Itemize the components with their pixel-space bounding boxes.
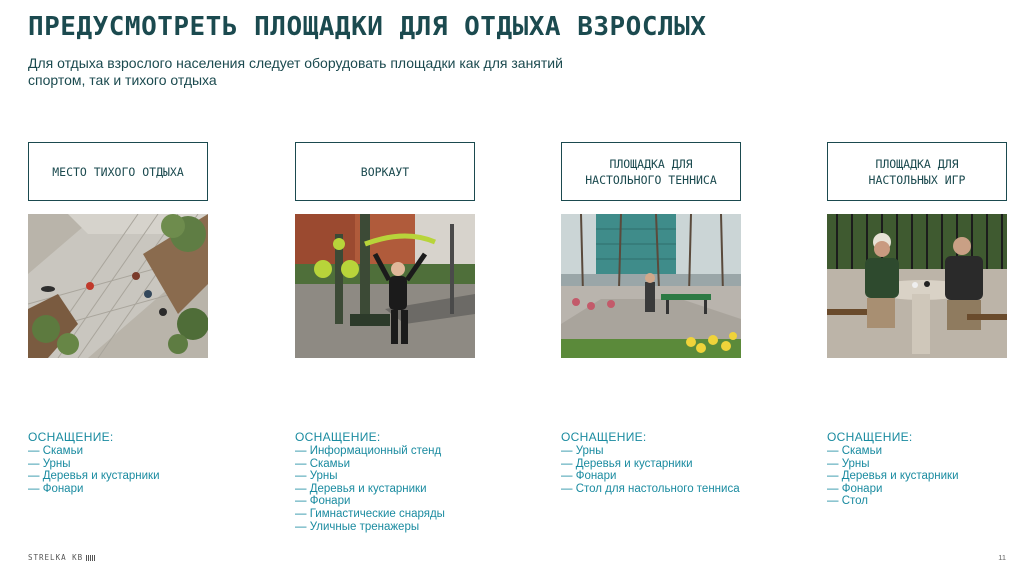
list-item: — Фонари (295, 495, 351, 508)
strelka-logo (28, 553, 95, 562)
list-item: — Стол для настольного тенниса (561, 482, 740, 495)
equipment-list (28, 445, 228, 495)
list-item: — Урны (295, 470, 338, 483)
list-item: — Стол (827, 495, 868, 508)
list-item: — Уличные тренажеры (295, 520, 420, 533)
equipment-list (295, 445, 495, 533)
equipment-list (827, 445, 1024, 508)
equipment-heading: ОСНАЩЕНИЕ: (295, 430, 381, 444)
page-number: 11 (998, 553, 1006, 562)
equipment-heading: ОСНАЩЕНИЕ: (28, 430, 114, 444)
list-item: — Фонари (28, 482, 84, 495)
logo-text: STRELKA KB (28, 553, 84, 562)
column-table-tennis (561, 142, 741, 358)
equipment-list (561, 445, 761, 495)
label-board-games: ПЛОЩАДКА ДЛЯ НАСТОЛЬНЫХ ИГР (827, 142, 1007, 201)
table-tennis-park-photo (561, 214, 741, 358)
equipment-heading: ОСНАЩЕНИЕ: (561, 430, 647, 444)
outdoor-gym-photo (295, 214, 475, 358)
board-games-photo (827, 214, 1007, 358)
list-item: — Деревья и кустарники (561, 457, 693, 470)
aerial-plaza-photo (28, 214, 208, 358)
list-item: — Скамьи (827, 445, 883, 457)
list-item: — Фонари (561, 470, 617, 483)
equipment-table-tennis (561, 430, 761, 495)
logo-bars-icon (86, 555, 95, 561)
list-item: — Гимнастические снаряды (295, 507, 445, 520)
column-board-games (827, 142, 1007, 358)
list-item: — Деревья и кустарники (295, 482, 427, 495)
equipment-quiet-rest (28, 430, 228, 495)
equipment-workout (295, 430, 495, 533)
label-workout: ВОРКАУТ (295, 142, 475, 201)
column-workout (295, 142, 475, 358)
list-item: — Скамьи (295, 457, 351, 470)
equipment-heading: ОСНАЩЕНИЕ: (827, 430, 913, 444)
slide-subtitle: Для отдыха взрослого населения следует оборудовать площадки как для занятий спортом, так и тихого отдыха (28, 55, 563, 88)
list-item: — Информационный стенд (295, 445, 442, 457)
list-item: — Деревья и кустарники (827, 470, 959, 483)
list-item: — Фонари (827, 482, 883, 495)
list-item: — Урны (561, 445, 604, 457)
list-item: — Скамьи (28, 445, 84, 457)
slide-title: ПРЕДУСМОТРЕТЬ ПЛОЩАДКИ ДЛЯ ОТДЫХА ВЗРОСЛЫХ (28, 12, 707, 42)
label-quiet-rest: МЕСТО ТИХОГО ОТДЫХА (28, 142, 208, 201)
equipment-board-games (827, 430, 1024, 508)
column-quiet-rest (28, 142, 208, 358)
list-item: — Урны (28, 457, 71, 470)
label-table-tennis: ПЛОЩАДКА ДЛЯ НАСТОЛЬНОГО ТЕННИСА (561, 142, 741, 201)
list-item: — Деревья и кустарники (28, 470, 160, 483)
list-item: — Урны (827, 457, 870, 470)
